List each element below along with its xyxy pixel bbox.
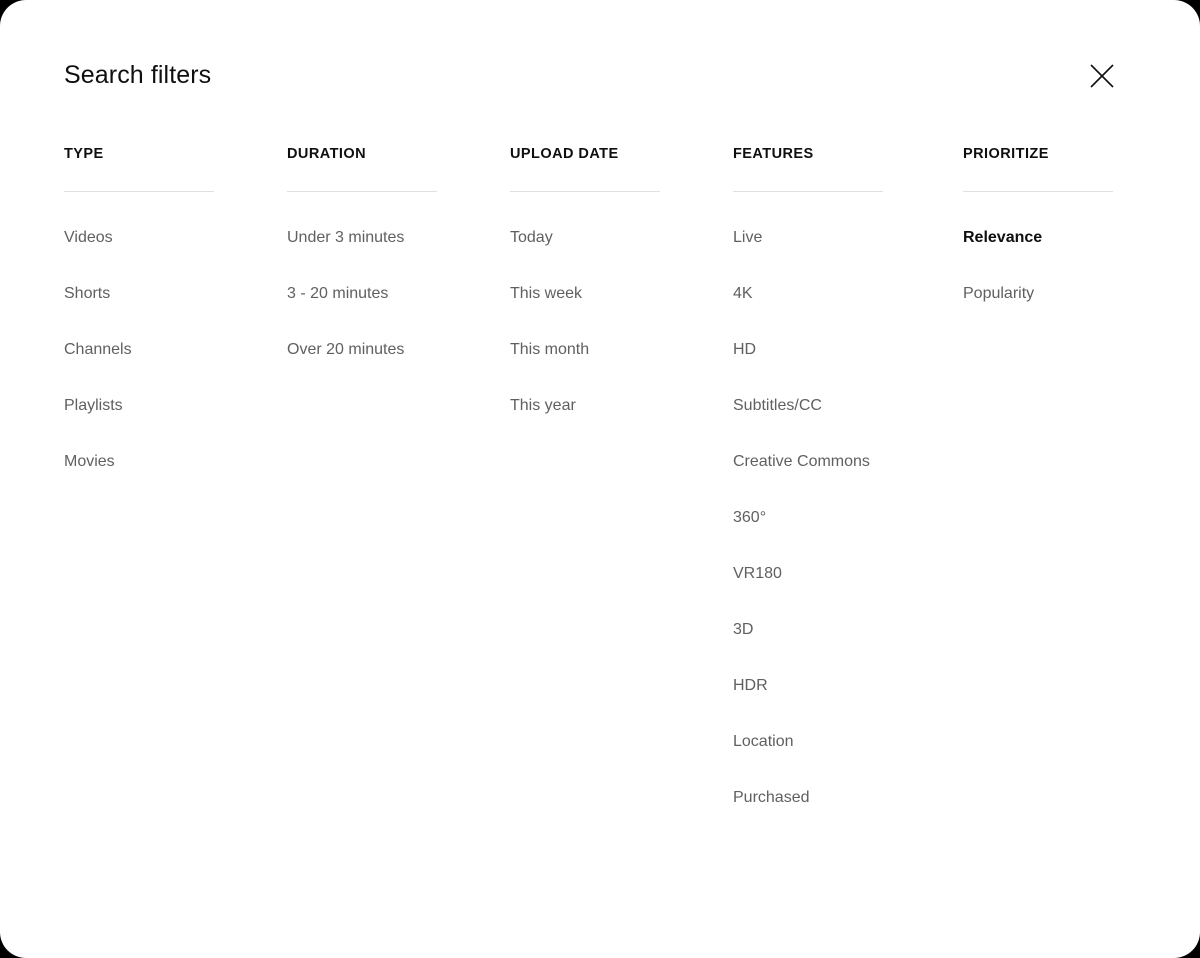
column-title-duration: DURATION [287,146,367,162]
option-list-duration [287,192,510,378]
column-title-type: TYPE [64,146,104,162]
filter-option-hd[interactable]: HD [733,341,757,358]
filter-option-movies[interactable]: Movies [64,453,115,470]
filter-option-subtitles-cc[interactable]: Subtitles/CC [733,397,822,414]
filter-option-over-20-minutes[interactable]: Over 20 minutes [287,341,405,358]
filter-column-upload-date [510,144,733,434]
filter-option-channels[interactable]: Channels [64,341,132,358]
option-list-features [733,192,963,826]
close-icon[interactable] [1082,56,1122,96]
filter-option-shorts[interactable]: Shorts [64,285,111,302]
filter-column-features [733,144,963,826]
filter-column-duration [287,144,510,378]
page-title: Search filters [64,61,212,89]
dialog-header [0,0,1200,120]
filter-column-type [64,144,287,490]
filter-option-360[interactable]: 360° [733,509,767,526]
column-title-prioritize: PRIORITIZE [963,146,1049,162]
filter-option-this-year[interactable]: This year [510,397,576,414]
filter-option-location[interactable]: Location [733,733,794,750]
filter-column-prioritize [963,144,1143,322]
filter-option-today[interactable]: Today [510,229,553,246]
option-list-prioritize [963,192,1143,322]
filter-option-under-3-minutes[interactable]: Under 3 minutes [287,229,405,246]
filter-option-playlists[interactable]: Playlists [64,397,123,414]
filter-option-popularity[interactable]: Popularity [963,285,1035,302]
column-title-features: FEATURES [733,146,814,162]
filter-columns [64,144,1144,826]
filter-option-relevance[interactable]: Relevance [963,229,1043,246]
filter-option-4k[interactable]: 4K [733,285,753,302]
filter-option-vr180[interactable]: VR180 [733,565,782,582]
filter-option-this-month[interactable]: This month [510,341,590,358]
filter-option-hdr[interactable]: HDR [733,677,768,694]
filter-option-3d[interactable]: 3D [733,621,754,638]
column-title-upload-date: UPLOAD DATE [510,146,619,162]
filter-option-live[interactable]: Live [733,229,763,246]
filter-option-videos[interactable]: Videos [64,229,113,246]
option-list-type [64,192,287,490]
option-list-upload-date [510,192,733,434]
filter-option-creative-commons[interactable]: Creative Commons [733,453,870,470]
filter-option-purchased[interactable]: Purchased [733,789,810,806]
filter-option-this-week[interactable]: This week [510,285,583,302]
filter-option-3-20-minutes[interactable]: 3 - 20 minutes [287,285,389,302]
